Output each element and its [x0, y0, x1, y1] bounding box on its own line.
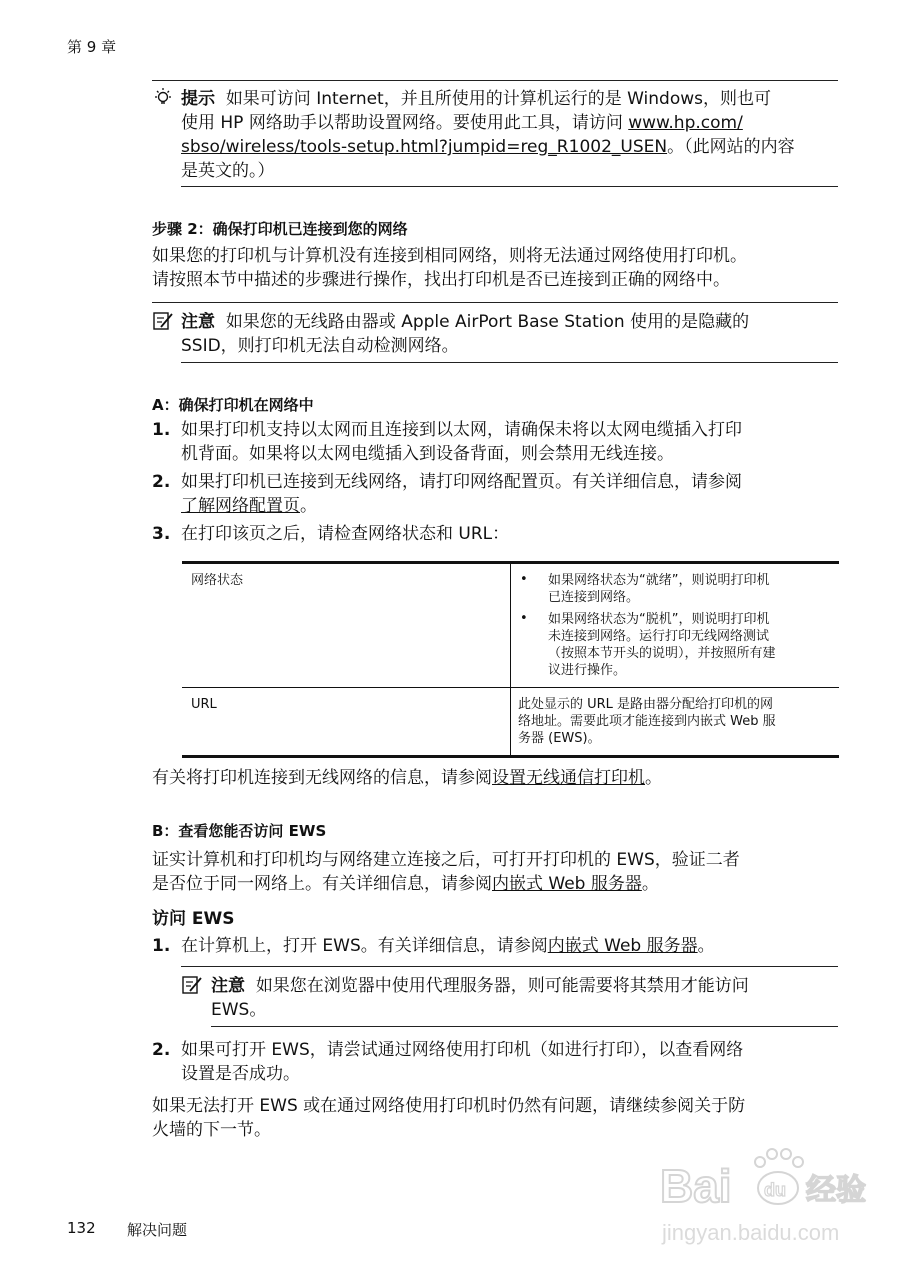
sectionA-item1-line-1: 如果打印机支持以太网而且连接到以太网，请确保未将以太网电缆插入打印 — [181, 420, 742, 440]
tip-text-1: 如果可访问 Internet，并且所使用的计算机运行的是 Windows，则也可 — [225, 89, 772, 109]
tip-line-3 — [181, 135, 841, 159]
ews-link[interactable]: 内嵌式 Web 服务器 — [492, 874, 642, 894]
list-number: 3. — [152, 524, 171, 544]
table-bullet1-line-2: 已连接到网络。 — [548, 590, 640, 605]
note-icon — [181, 974, 203, 996]
sectionB-item1-text: 在计算机上，打开 EWS。有关详细信息，请参阅 — [181, 936, 548, 956]
after-table-para — [152, 766, 852, 790]
table-row2-line-1: 此处显示的 URL 是路由器分配给打印机的网 — [518, 697, 774, 712]
wireless-setup-link[interactable]: 设置无线通信打印机 — [492, 768, 645, 788]
list-number: 2. — [152, 1040, 171, 1060]
sectionA-item1-line-2: 机背面。如果将以太网电缆插入到设备背面，则会禁用无线连接。 — [181, 444, 674, 464]
sectionA-item2-line-2 — [181, 494, 841, 518]
after-table-end: 。 — [645, 768, 662, 788]
sectionA-item3-line-1: 在打印该页之后，请检查网络状态和 URL： — [181, 524, 510, 544]
table-bullet2-line-4: 议进行操作。 — [548, 663, 627, 678]
table-row2-label: URL — [191, 697, 217, 712]
sectionA-item2-end: 。 — [300, 496, 317, 516]
note1-top-rule — [152, 302, 838, 303]
tip-line-4: 是英文的。） — [181, 161, 275, 181]
note2-top-rule — [181, 966, 838, 967]
table-row1-label: 网络状态 — [191, 573, 244, 588]
sectionB-para-text: 是否位于同一网络上。有关详细信息，请参阅 — [152, 874, 492, 894]
note2-label: 注意 — [211, 976, 245, 996]
table-bullet1-line-1: 如果网络状态为“就绪”，则说明打印机 — [548, 573, 770, 588]
tip-label: 提示 — [181, 89, 215, 109]
list-number: 2. — [152, 472, 171, 492]
bullet-dot: • — [520, 572, 528, 587]
sectionB-item2-line-2: 设置是否成功。 — [181, 1064, 300, 1084]
table-bottom-rule — [182, 755, 839, 758]
note2-text-1: 如果您在浏览器中使用代理服务器，则可能需要将其禁用才能访问 — [255, 976, 749, 996]
footer-title: 解决问题 — [127, 1221, 188, 1239]
watermark-url: jingyan.baidu.com — [662, 1220, 840, 1245]
lightbulb-icon — [152, 87, 174, 109]
chapter-label: 第 9 章 — [67, 38, 117, 56]
sectionA-heading: A：确保打印机在网络中 — [152, 396, 314, 414]
tip-text-2: 使用 HP 网络助手以帮助设置网络。要使用此工具，请访问 — [181, 113, 629, 133]
baidu-paw-icon — [660, 1140, 870, 1250]
hp-link-part-2[interactable]: sbso/wireless/tools-setup.html?jumpid=reg_R1002_USEN — [181, 137, 668, 157]
step2-heading: 步骤 2：确保打印机已连接到您的网络 — [152, 220, 408, 238]
table-column-divider — [510, 563, 511, 755]
table-bullet2-line-2: 未连接到网络。运行打印无线网络测试 — [548, 629, 770, 644]
access-ews-heading: 访问 EWS — [152, 909, 235, 929]
sectionB-para-line-2 — [152, 872, 852, 896]
after-table-text: 有关将打印机连接到无线网络的信息，请参阅 — [152, 768, 492, 788]
watermark-suffix: 经验 — [806, 1173, 866, 1208]
table-bullet2-line-1: 如果网络状态为“脱机”，则说明打印机 — [548, 612, 770, 627]
note1-bottom-rule — [181, 362, 838, 363]
step2-para-line-1: 如果您的打印机与计算机没有连接到相同网络，则将无法通过网络使用打印机。 — [152, 246, 747, 266]
sectionB-para-end: 。 — [641, 874, 659, 894]
sectionB-item1-end: 。 — [697, 936, 715, 956]
watermark-paw-text: du — [764, 1180, 786, 1200]
list-number: 1. — [152, 420, 171, 440]
note-icon — [152, 310, 174, 332]
network-config-link[interactable]: 了解网络配置页 — [181, 496, 300, 516]
tip-line-1 — [181, 87, 841, 111]
note1-line-2: SSID，则打印机无法自动检测网络。 — [181, 336, 459, 356]
list-number: 1. — [152, 936, 171, 956]
note1-line-1 — [181, 310, 841, 334]
note1-text-1: 如果您的无线路由器或 Apple AirPort Base Station 使用的是隐藏的 — [225, 312, 750, 332]
bullet-dot: • — [520, 611, 528, 626]
note1-label: 注意 — [181, 312, 215, 332]
step2-para-line-2: 请按照本节中描述的步骤进行操作，找出打印机是否已连接到正确的网络中。 — [152, 270, 730, 290]
page-number: 132 — [67, 1219, 96, 1237]
sectionB-item1 — [181, 934, 841, 958]
table-bullet2-line-3: （按照本节开头的说明），并按照所有建 — [548, 646, 776, 661]
sectionA-item2-line-1: 如果打印机已连接到无线网络，请打印网络配置页。有关详细信息，请参阅 — [181, 472, 742, 492]
baidu-watermark — [660, 1140, 870, 1250]
sectionB-para-line-1: 证实计算机和打印机均与网络建立连接之后，可打开打印机的 EWS，验证二者 — [152, 850, 740, 870]
note2-line-1 — [211, 974, 841, 998]
table-row2-line-2: 络地址。需要此项才能连接到内嵌式 Web 服 — [518, 714, 776, 729]
note2-bottom-rule — [211, 1026, 838, 1027]
tip-bottom-rule — [181, 186, 838, 187]
hp-link-part-1[interactable]: www.hp.com/ — [628, 113, 743, 133]
ews-link-2[interactable]: 内嵌式 Web 服务器 — [547, 936, 698, 956]
watermark-brand: Bai — [660, 1160, 732, 1212]
table-row2-line-3: 务器 (EWS)。 — [518, 731, 601, 746]
sectionB-item2-line-1: 如果可打开 EWS，请尝试通过网络使用打印机（如进行打印），以查看网络 — [181, 1040, 744, 1060]
tip-text-3: 。（此网站的内容 — [667, 137, 795, 157]
tip-line-2 — [181, 111, 841, 135]
table-row-divider — [182, 687, 839, 688]
tip-top-rule — [152, 80, 838, 81]
final-para-line-1: 如果无法打开 EWS 或在通过网络使用打印机时仍然有问题，请继续参阅关于防 — [152, 1096, 746, 1116]
final-para-line-2: 火墙的下一节。 — [152, 1120, 271, 1140]
note2-line-2: EWS。 — [211, 1000, 267, 1020]
sectionB-heading: B：查看您能否访问 EWS — [152, 822, 327, 840]
